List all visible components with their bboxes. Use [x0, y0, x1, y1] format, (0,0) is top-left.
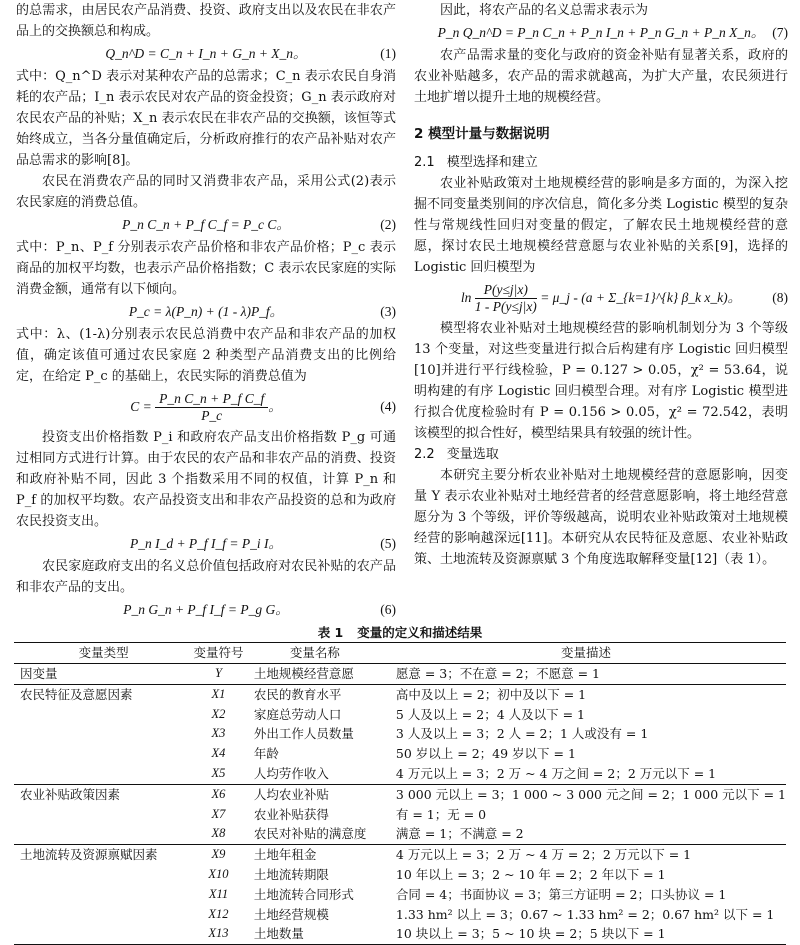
table-cell: X4	[211, 746, 226, 761]
equation-2: P_n C_n + P_f C_f = P_c C。 (2)	[122, 217, 396, 232]
table-cell	[14, 824, 193, 844]
paragraph: 的总需求，由居民农产品消费、投资、政府支出以及农民在非农产品上的交换额总和构成。	[16, 3, 396, 39]
equation-1: Q_n^D = C_n + I_n + G_n + X_n。 (1)	[105, 46, 396, 61]
table-cell: 满意 = 1；不满意 = 2	[395, 826, 524, 842]
table-cell: X13	[193, 924, 244, 944]
table-cell	[14, 905, 193, 925]
paragraph: 式中：λ、(1-λ)分别表示农民总消费中农产品和非农产品的加权值，确定该值可通过农民家庭 2 种类型产品消费支出的比例给定，在给定 P_c 的基础上，农民实际的消费总值为	[16, 327, 396, 384]
table-cell: 10 块以上 = 3；5 ~ 10 块 = 2；5 块以下 = 1	[386, 924, 786, 944]
table-cell: X2	[211, 706, 226, 721]
table-cell: 土地数量	[244, 924, 386, 944]
table-cell: 5 人及以上 = 2；4 人及以下 = 1	[395, 706, 585, 722]
equation-7: P_n Q_n^D = P_n C_n + P_n I_n + P_n G_n + P_n X_n。 (7)	[437, 25, 788, 40]
paragraph: 农民家庭政府支出的名义总价值包括政府对农民补贴的农产品和非农产品的支出。	[16, 559, 396, 595]
table-cell: 合同 = 4；书面协议 = 3；第三方证明 = 2；口头协议 = 1	[395, 886, 727, 902]
equation-6: P_n G_n + P_f I_f = P_g G。 (6)	[123, 602, 396, 617]
table-row	[14, 865, 786, 885]
table-cell: 人均劳作收入	[253, 765, 329, 781]
paragraph: 本研究主要分析农业补贴对土地规模经营的意愿影响，因变量 Y 表示农业补贴对土地经营者的经营意愿影响，将土地经营意愿分为 3 个等级，评价等级越高，说明农业补贴政策对土地规模经营的影响越深远[11]。本研究从农民特征及意愿、农业补贴政策、土地流转及资源禀赋 3 个角度选取解释变量[12]（表 1）。	[414, 468, 788, 567]
subsection-heading: 2.1 模型选择和建立	[414, 155, 538, 170]
table-cell: 3 人及以上 = 3；2 人 = 2；1 人或没有 = 1	[395, 726, 649, 742]
table-cell: 1.33 hm² 以上 = 3；0.67 ~ 1.33 hm² = 2；0.67 hm² 以下 = 1	[395, 906, 775, 922]
paragraph: 农业补贴政策对土地规模经营的影响是多方面的，为深入挖掘不同变量类别间的序次信息，简化多分类 Logistic 模型的复杂性与常规线性回归对变量的假定，了解农民土地规模经营的意愿，探讨农民土地规模经营意愿与农业补贴的关系[9]，选择的 Logistic 回归模型为	[414, 176, 788, 275]
column-header: 变量描述	[386, 643, 786, 664]
table-cell	[14, 924, 193, 944]
table-header-row	[14, 643, 786, 664]
table-row	[14, 924, 786, 944]
equation-5: P_n I_d + P_f I_f = P_i I。 (5)	[129, 536, 396, 551]
paragraph: 式中：P_n、P_f 分别表示农产品价格和非农产品价格；P_c 表示商品的加权平均数，也表示产品价格指数；C 表示农民家庭的实际消费金额，通常有以下倾向。	[16, 240, 396, 297]
table-cell: X9	[193, 845, 244, 865]
column-header: 变量类型	[14, 643, 193, 664]
paragraph: 模型将农业补贴对土地规模经营的影响机制划分为 3 个等级 13 个变量，对这些变量进行拟合后构建有序 Logistic 回归模型[10]并进行平行线检验，P = 0.127 > 0.05，χ² = 53.64，说明构建的有序 Logistic 回归模型合理。对有序 Logistic 模型进行拟合优度检验时有 P = 0.156 > 0.05，χ² = 72.542，表明该模型的拟合性好，模型结果具有较强的统计性。	[414, 321, 788, 441]
table-cell: X7	[211, 806, 226, 821]
table-cell	[14, 885, 193, 905]
subsection-heading: 2.2 变量选取	[414, 447, 499, 462]
table-cell: X10	[208, 866, 229, 881]
equation-4: C = $\frac{\text{P\_n C\_n + P\_f C\_f}}{P\_c}$ 。 (4)	[130, 391, 396, 424]
table-cell	[14, 724, 193, 744]
equation-3: P_c = λ(P_n) + (1 - λ)P_f。 (3)	[128, 304, 396, 319]
table-cell: 10 年以上 = 3；2 ~ 10 年 = 2；2 年以下 = 1	[395, 866, 666, 882]
table-row	[14, 845, 786, 865]
left-column	[16, 0, 396, 622]
table-caption: 表 1 变量的定义和描述结果	[317, 625, 483, 640]
table-cell: X5	[211, 765, 226, 780]
paragraph: 农民在消费农产品的同时又消费非农产品，采用公式(2)表示农民家庭的消费总值。	[16, 174, 396, 210]
table-cell: X11	[208, 886, 229, 901]
paragraph: 式中：Q_n^D 表示对某种农产品的总需求；C_n 表示农民自身消耗的农产品；I_n 表示农民对农产品的资金投资；G_n 表示政府对农民农产品的补贴；X_n 表示农民在非农产品的交换额，该恒等式始终成立，当各分量值确定后，分析政府推行的农产品补贴对农产品总需求的影响[8]。	[16, 69, 396, 168]
table-cell: 50 岁以上 = 2；49 岁以下 = 1	[395, 746, 576, 762]
table-cell: 人均农业补贴	[244, 784, 386, 804]
table-cell: 愿意 = 3；不在意 = 2；不愿意 = 1	[395, 666, 601, 681]
table-cell: 外出工作人员数量	[253, 726, 354, 742]
table-row	[14, 764, 786, 784]
paragraph: 农产品需求量的变化与政府的资金补贴有显著关系，政府的农业补贴越多，农产品的需求就越高，为扩大产量，农民须进行土地扩增以提升土地的规模经营。	[414, 48, 788, 105]
table-cell: 土地流转合同形式	[253, 886, 354, 902]
table-cell	[14, 764, 193, 784]
table-cell: 家庭总劳动人口	[253, 706, 342, 722]
table-cell: 高中及以上 = 2；初中及以下 = 1	[386, 684, 786, 704]
table-cell: 农业补贴获得	[253, 806, 329, 822]
table-cell: Y	[215, 666, 222, 680]
fraction: $\frac{P(y\le j|x)}{1 - P(y\le j|x)}$	[474, 282, 537, 315]
table-cell: 农民的教育水平	[244, 684, 386, 704]
table-cell: X8	[211, 826, 226, 841]
table-cell: 土地经营规模	[253, 906, 329, 922]
table-cell: X6	[193, 784, 244, 804]
table-row	[14, 824, 786, 844]
table-row	[14, 805, 786, 825]
table-cell	[14, 865, 193, 885]
table-row	[14, 724, 786, 744]
table-cell: 4 万元以上 = 3；2 万 ~ 4 万之间 = 2；2 万元以下 = 1	[395, 765, 717, 781]
table-cell	[14, 744, 193, 764]
table-cell: 土地规模经营意愿	[253, 666, 354, 681]
table-cell: 有 = 1；无 = 0	[395, 806, 487, 822]
table-cell: X1	[193, 684, 244, 704]
fraction: $\frac{\text{P\_n C\_n + P\_f C\_f}}{P\_c}$	[155, 391, 268, 424]
table-cell	[14, 705, 193, 725]
table-cell: 土地流转期限	[253, 866, 329, 882]
variables-table	[14, 642, 786, 945]
table-cell: 农民特征及意愿因素	[14, 684, 193, 704]
table-cell: X3	[211, 726, 226, 741]
paragraph: 投资支出价格指数 P_i 和政府农产品支出价格指数 P_g 可通过相同方式进行计算。由于农民的农产品和非农产品的消费、投资和政府补贴不同，因此 3 个指数采用不同的权值，计算 P_n 和 P_f 的加权平均数。农产品投资支出和非农产品投资的总和为政府农民投资支出。	[16, 430, 396, 529]
section-heading: 2 模型计量与数据说明	[414, 126, 550, 142]
equation-8: ln $\frac{P(y\le j|x)}{1 - P(y\le j|x)}$ = μ_j - (a + Σ_{k=1}^{k} β_k x_k)。 (8)	[460, 282, 788, 315]
table-cell	[14, 805, 193, 825]
table-row	[14, 705, 786, 725]
table-row	[14, 684, 786, 704]
right-column	[414, 0, 788, 570]
table-row	[14, 744, 786, 764]
table-row	[14, 784, 786, 804]
table-cell: 农业补贴政策因素	[14, 784, 193, 804]
table-cell: 3 000 元以上 = 3；1 000 ~ 3 000 元之间 = 2；1 000 元以下 = 1	[386, 784, 786, 804]
table-1	[14, 624, 786, 945]
column-header: 变量符号	[193, 643, 244, 664]
table-row	[14, 664, 786, 685]
column-header: 变量名称	[244, 643, 386, 664]
table-row	[14, 885, 786, 905]
paragraph: 因此，将农产品的名义总需求表示为	[440, 3, 649, 18]
table-cell: 农民对补贴的满意度	[253, 826, 367, 842]
table-row	[14, 905, 786, 925]
table-cell: X12	[208, 906, 229, 921]
table-cell: 因变量	[20, 666, 58, 681]
table-cell: 4 万元以上 = 3；2 万 ~ 4 万 = 2；2 万元以下 = 1	[386, 845, 786, 865]
table-cell: 土地年租金	[244, 845, 386, 865]
table-cell: 土地流转及资源禀赋因素	[14, 845, 193, 865]
table-cell: 年龄	[253, 746, 279, 762]
